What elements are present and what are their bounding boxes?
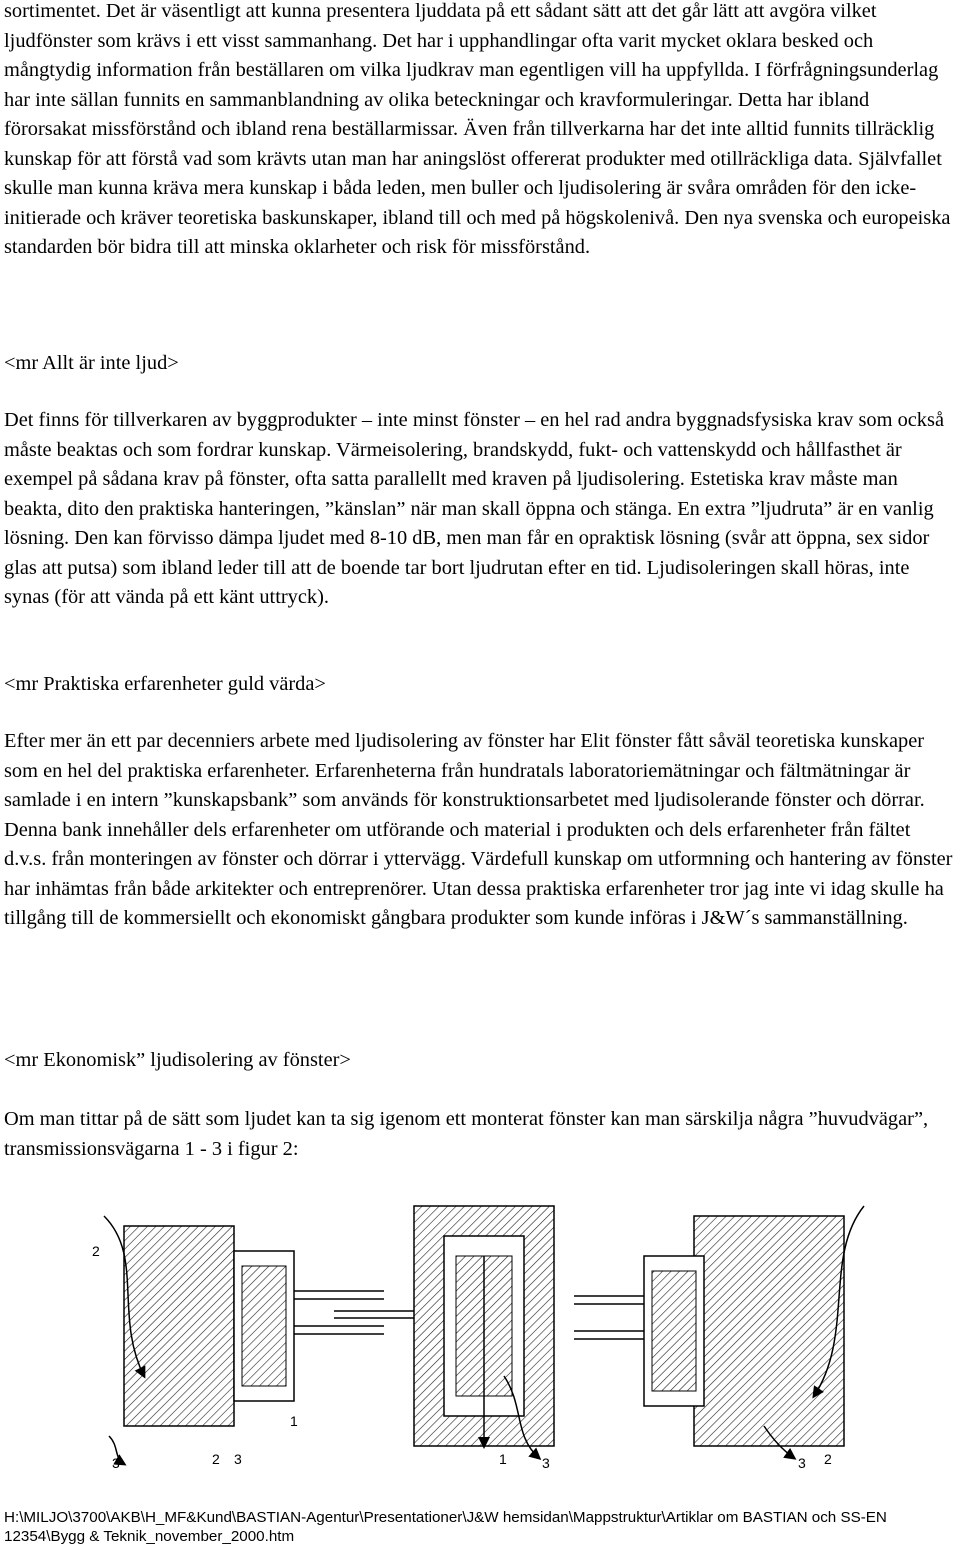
figure-label: 1 bbox=[499, 1451, 507, 1467]
figure-label: 1 bbox=[290, 1413, 298, 1429]
figure-label: 3 bbox=[112, 1455, 120, 1470]
figure-label: 2 bbox=[212, 1451, 220, 1467]
figure-label: 3 bbox=[542, 1455, 550, 1470]
figure-label: 2 bbox=[824, 1451, 832, 1467]
paragraph-sortimentet: sortimentet. Det är väsentligt att kunna presentera ljuddata på ett sådant sätt att det går lätt att avgöra vilket ljudfönster som krävs i ett visst sammanhang. Det har i upphandlingar ofta varit mycket oklara besked och mångtydig information från beställaren om vilka ljudkrav man egentligen vill ha uppfyllda. I förfrågningsunderlag har inte sällan funnits en sammanblandning av olika beteckningar och kravformuleringar. Detta har ibland förorsakat missförstånd och ibland rena beställarmissar. Även från tillverkarna har det inte alltid funnits tillräcklig kunskap för att förstå vad som krävts utan man har aningslöst offererat produkter med otillräckliga data. Självfallet skulle man kunna kräva mera kunskap i båda leden, men buller och ljudisolering är svåra områden för den icke-initierade och kräver teoretiska baskunskaper, ibland till och med på högskolenivå. Den nya svenska och europeiska standarden bör bidra till att minska oklarheter och risk för missförstånd. bbox=[4, 0, 951, 258]
paragraph-byggnadsfysiska-krav: Det finns för tillverkaren av byggprodukter – inte minst fönster – en hel rad andra byggnadsfysiska krav som också måste beaktas och som fordrar kunskap. Värmeisolering, brandskydd, fukt- och vattenskydd och hållfasthet är exempel på sådana krav på fönster, ofta satta parallellt med kraven på ljudisolering. Estetiska krav måste man beakta, dito den praktiska hanteringen, ”känslan” när man skall öppna och stänga. En extra ”ljudruta” är en vanlig lösning. Den kan förvisso dämpa ljudet med 8-10 dB, men man får en opraktisk lösning (svår att öppna, sex sidor glas att putsa) som ibland leder till att de boende tar bort ljudrutan efter en tid. Ljudisoleringen skall höras, inte synas (för att vända på ett känt uttryck). bbox=[4, 409, 944, 608]
window-section-middle bbox=[334, 1206, 554, 1458]
heading-ekonomisk-ljudisolering: <mr Ekonomisk” ljudisolering av fönster> bbox=[4, 1049, 351, 1071]
heading-praktiska-erfarenheter: <mr Praktiska erfarenheter guld värda> bbox=[4, 673, 326, 695]
paragraph-transmissionsvagar: Om man tittar på de sätt som ljudet kan ta sig igenom ett monterat fönster kan man särskilja några ”huvudvägar”, transmissionsvägarna 1 - 3 i figur 2: bbox=[4, 1108, 929, 1160]
window-section-right bbox=[574, 1206, 864, 1458]
footer-file-path: H:\MILJO\3700\AKB\H_MF&Kund\BASTIAN-Agentur\Presentationer\J&W hemsidan\Mappstruktur\Artiklar om BASTIAN och SS-EN 12354\Bygg & Teknik_november_2000.htm bbox=[4, 1509, 887, 1545]
window-section-left bbox=[104, 1216, 384, 1464]
figure-label: 2 bbox=[92, 1243, 100, 1259]
figure-label: 3 bbox=[234, 1451, 242, 1467]
paragraph-elit-fonster-erfarenheter: Efter mer än ett par decenniers arbete med ljudisolering av fönster har Elit fönster fått såväl teoretiska kunskaper som en hel del praktiska erfarenheter. Erfarenheterna från hundratals laboratoriemätningar och fältmätningar är samlade i en intern ”kunskapsbank” som används för konstruktionsarbetet med ljudisolerande fönster och dörrar. Denna bank innehåller dels erfarenheter om utförande och material i produkten och dels erfarenheter från fältet d.v.s. från monteringen av fönster och dörrar i yttervägg. Värdefull kunskap om utformning och hantering av fönster har inhämtas från både arkitekter och entreprenörer. Utan dessa praktiska erfarenheter tror jag inte vi idag skulle ha tillgång till de kommersiellt och ekonomiskt gångbara produkter som kunde införas i J&W´s sammanställning. bbox=[4, 730, 953, 929]
figure-label: 3 bbox=[798, 1455, 806, 1470]
figure-2-window-sections bbox=[84, 1196, 884, 1470]
heading-allt-ar-inte-ljud: <mr Allt är inte ljud> bbox=[4, 352, 179, 374]
